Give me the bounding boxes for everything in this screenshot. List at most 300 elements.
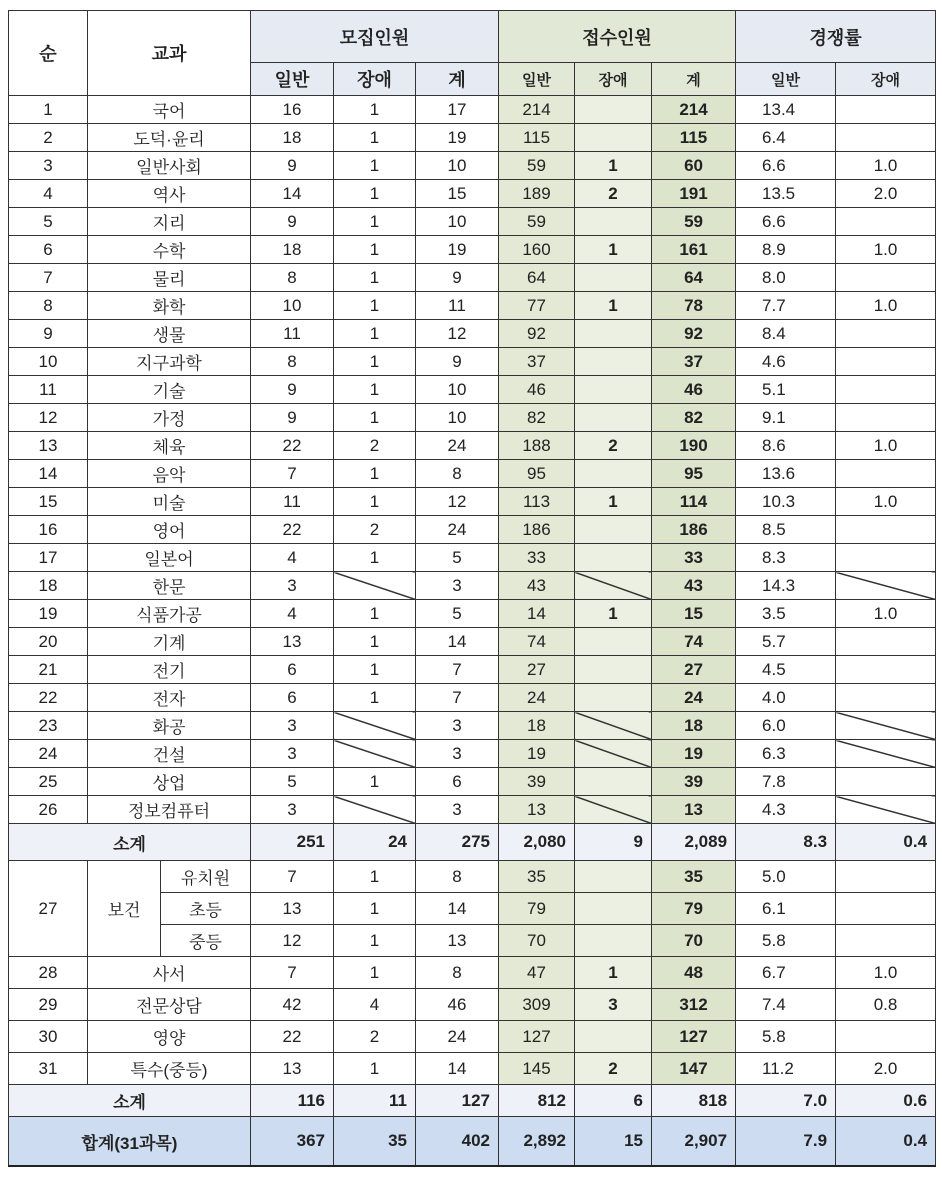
ratio-general-cell: 5.8	[736, 1021, 836, 1053]
applied-general-cell: 59	[499, 152, 575, 180]
header-recruit-general: 일반	[251, 63, 334, 96]
applied-general-cell: 24	[499, 684, 575, 712]
subject-name: 영양	[88, 1021, 251, 1053]
ratio-disabled-cell: 2.0	[836, 1053, 936, 1085]
applied-general-cell: 214	[499, 96, 575, 124]
subject-name: 물리	[88, 264, 251, 292]
applied-general-cell: 27	[499, 656, 575, 684]
ratio-disabled-cell	[836, 768, 936, 796]
recruit-total-cell: 5	[416, 544, 499, 572]
applied-general-cell: 14	[499, 600, 575, 628]
header-applied-total: 계	[652, 63, 736, 96]
header-ratio-disabled: 장애	[836, 63, 936, 96]
recruit-disabled-cell: 1	[334, 208, 416, 236]
ratio-general-cell: 4.3	[736, 796, 836, 824]
ratio-disabled-cell	[836, 96, 936, 124]
recruit-general-cell: 8	[251, 264, 334, 292]
recruit-total-cell: 10	[416, 404, 499, 432]
row-number: 21	[9, 656, 88, 684]
recruit-total-cell: 10	[416, 376, 499, 404]
recruit-disabled-cell: 1	[334, 957, 416, 989]
subject-name: 특수(중등)	[88, 1053, 251, 1085]
ratio-disabled-cell	[836, 628, 936, 656]
summary-value-cell: 0.4	[836, 824, 936, 861]
recruit-general-cell: 14	[251, 180, 334, 208]
row-number: 9	[9, 320, 88, 348]
applied-disabled-cell: 2	[575, 432, 652, 460]
applied-general-cell: 33	[499, 544, 575, 572]
summary-value-cell: 2,892	[499, 1117, 575, 1167]
summary-value-cell: 0.6	[836, 1085, 936, 1117]
recruit-total-cell: 9	[416, 348, 499, 376]
recruit-disabled-cell: 1	[334, 628, 416, 656]
subject-name: 전문상담	[88, 989, 251, 1021]
applied-total-cell: 191	[652, 180, 736, 208]
ratio-disabled-cell	[836, 544, 936, 572]
applied-general-cell: 59	[499, 208, 575, 236]
recruit-disabled-cell: 1	[334, 861, 416, 893]
ratio-general-cell: 6.6	[736, 152, 836, 180]
table-row	[9, 180, 936, 208]
recruit-general-cell: 18	[251, 236, 334, 264]
applied-disabled-cell: 1	[575, 957, 652, 989]
subject-name: 지리	[88, 208, 251, 236]
applied-general-cell: 74	[499, 628, 575, 656]
applied-total-cell: 312	[652, 989, 736, 1021]
ratio-disabled-cell: 1.0	[836, 600, 936, 628]
table-row	[9, 376, 936, 404]
ratio-disabled-cell	[836, 320, 936, 348]
ratio-disabled-cell	[836, 124, 936, 152]
ratio-general-cell: 13.4	[736, 96, 836, 124]
recruit-disabled-cell: 1	[334, 320, 416, 348]
subject-name: 정보컴퓨터	[88, 796, 251, 824]
ratio-disabled-cell	[836, 208, 936, 236]
summary-value-cell: 367	[251, 1117, 334, 1167]
header-no: 순	[9, 11, 88, 96]
recruit-disabled-cell: 2	[334, 432, 416, 460]
ratio-disabled-cell	[836, 861, 936, 893]
recruit-total-cell: 17	[416, 96, 499, 124]
summary-value-cell: 0.4	[836, 1117, 936, 1167]
recruit-general-cell: 3	[251, 796, 334, 824]
table-row	[9, 1021, 936, 1053]
summary-value-cell: 812	[499, 1085, 575, 1117]
row-number: 23	[9, 712, 88, 740]
applied-total-cell: 74	[652, 628, 736, 656]
applied-general-cell: 186	[499, 516, 575, 544]
summary-value-cell: 9	[575, 824, 652, 861]
row-number: 7	[9, 264, 88, 292]
recruit-general-cell: 3	[251, 740, 334, 768]
recruit-total-cell: 19	[416, 124, 499, 152]
ratio-general-cell: 6.3	[736, 740, 836, 768]
recruit-general-cell: 22	[251, 432, 334, 460]
recruit-disabled-cell: 1	[334, 925, 416, 957]
ratio-general-cell: 6.4	[736, 124, 836, 152]
table-row	[9, 96, 936, 124]
ratio-disabled-cell: 1.0	[836, 292, 936, 320]
applied-total-cell: 186	[652, 516, 736, 544]
subtotal-row	[9, 824, 936, 861]
recruit-disabled-cell: 1	[334, 544, 416, 572]
recruit-total-cell: 14	[416, 628, 499, 656]
recruit-total-cell: 9	[416, 264, 499, 292]
header-recruit-total: 계	[416, 63, 499, 96]
applied-general-cell: 70	[499, 925, 575, 957]
sub-subject-name: 중등	[161, 925, 251, 957]
recruit-general-cell: 42	[251, 989, 334, 1021]
recruit-total-cell: 10	[416, 208, 499, 236]
subject-name: 일본어	[88, 544, 251, 572]
ratio-disabled-cell: 1.0	[836, 152, 936, 180]
applied-general-cell: 19	[499, 740, 575, 768]
ratio-disabled-cell	[836, 376, 936, 404]
subject-name: 한문	[88, 572, 251, 600]
subject-name: 도덕·윤리	[88, 124, 251, 152]
row-number: 4	[9, 180, 88, 208]
subject-name: 건설	[88, 740, 251, 768]
applied-total-cell: 147	[652, 1053, 736, 1085]
applied-disabled-cell	[575, 572, 652, 600]
recruit-general-cell: 7	[251, 957, 334, 989]
applied-total-cell: 48	[652, 957, 736, 989]
recruit-total-cell: 5	[416, 600, 499, 628]
recruit-total-cell: 14	[416, 893, 499, 925]
recruit-disabled-cell: 1	[334, 236, 416, 264]
recruit-general-cell: 6	[251, 656, 334, 684]
applied-total-cell: 70	[652, 925, 736, 957]
table-row	[9, 124, 936, 152]
subject-name: 가정	[88, 404, 251, 432]
row-label: 소계	[9, 824, 251, 861]
applied-disabled-cell	[575, 893, 652, 925]
applied-total-cell: 39	[652, 768, 736, 796]
recruit-general-cell: 9	[251, 404, 334, 432]
applied-disabled-cell: 1	[575, 236, 652, 264]
table-row	[9, 796, 936, 824]
recruit-total-cell: 15	[416, 180, 499, 208]
ratio-general-cell: 10.3	[736, 488, 836, 516]
table-row	[9, 989, 936, 1021]
table-body	[9, 96, 936, 1167]
subject-name: 영어	[88, 516, 251, 544]
recruit-general-cell: 7	[251, 861, 334, 893]
header-ratio-general: 일반	[736, 63, 836, 96]
table-row	[9, 600, 936, 628]
recruit-disabled-cell: 1	[334, 460, 416, 488]
applied-disabled-cell	[575, 740, 652, 768]
recruit-disabled-cell: 1	[334, 348, 416, 376]
applied-general-cell: 145	[499, 1053, 575, 1085]
applied-disabled-cell	[575, 1021, 652, 1053]
recruit-general-cell: 8	[251, 348, 334, 376]
recruit-total-cell: 12	[416, 320, 499, 348]
recruit-total-cell: 7	[416, 684, 499, 712]
recruit-disabled-cell	[334, 740, 416, 768]
applied-general-cell: 46	[499, 376, 575, 404]
ratio-general-cell: 6.0	[736, 712, 836, 740]
applied-disabled-cell: 1	[575, 600, 652, 628]
row-number: 5	[9, 208, 88, 236]
applied-total-cell: 78	[652, 292, 736, 320]
summary-value-cell: 402	[416, 1117, 499, 1167]
ratio-general-cell: 4.0	[736, 684, 836, 712]
recruit-total-cell: 11	[416, 292, 499, 320]
subject-name: 상업	[88, 768, 251, 796]
applied-disabled-cell	[575, 460, 652, 488]
table-row	[9, 628, 936, 656]
recruit-general-cell: 5	[251, 768, 334, 796]
applied-disabled-cell	[575, 376, 652, 404]
summary-value-cell: 251	[251, 824, 334, 861]
ratio-general-cell: 5.0	[736, 861, 836, 893]
applied-general-cell: 77	[499, 292, 575, 320]
subject-name: 음악	[88, 460, 251, 488]
summary-value-cell: 2,089	[652, 824, 736, 861]
summary-value-cell: 818	[652, 1085, 736, 1117]
recruit-disabled-cell: 1	[334, 376, 416, 404]
table-row	[9, 712, 936, 740]
ratio-general-cell: 6.1	[736, 893, 836, 925]
applied-total-cell: 79	[652, 893, 736, 925]
recruit-disabled-cell: 2	[334, 516, 416, 544]
recruit-disabled-cell	[334, 712, 416, 740]
applied-total-cell: 214	[652, 96, 736, 124]
row-number: 10	[9, 348, 88, 376]
subject-name: 보건	[88, 861, 161, 957]
summary-value-cell: 2,080	[499, 824, 575, 861]
applied-total-cell: 13	[652, 796, 736, 824]
recruit-disabled-cell: 1	[334, 180, 416, 208]
subject-name: 수학	[88, 236, 251, 264]
subject-name: 화학	[88, 292, 251, 320]
applied-total-cell: 43	[652, 572, 736, 600]
applied-total-cell: 27	[652, 656, 736, 684]
recruit-general-cell: 7	[251, 460, 334, 488]
row-label: 합계(31과목)	[9, 1117, 251, 1167]
subject-name: 체육	[88, 432, 251, 460]
table-row	[9, 292, 936, 320]
applied-total-cell: 35	[652, 861, 736, 893]
recruit-total-cell: 8	[416, 861, 499, 893]
ratio-disabled-cell	[836, 516, 936, 544]
header-recruit: 모집인원	[251, 11, 499, 63]
summary-value-cell: 24	[334, 824, 416, 861]
subtotal-row	[9, 1085, 936, 1117]
subject-name: 생물	[88, 320, 251, 348]
recruit-total-cell: 24	[416, 516, 499, 544]
row-number: 24	[9, 740, 88, 768]
recruit-disabled-cell: 1	[334, 1053, 416, 1085]
ratio-disabled-cell: 1.0	[836, 957, 936, 989]
applied-total-cell: 82	[652, 404, 736, 432]
recruit-general-cell: 13	[251, 893, 334, 925]
sub-subject-name: 초등	[161, 893, 251, 925]
header-applied: 접수인원	[499, 11, 736, 63]
table-row	[9, 208, 936, 236]
row-number: 12	[9, 404, 88, 432]
applied-disabled-cell	[575, 516, 652, 544]
subject-name: 국어	[88, 96, 251, 124]
applied-disabled-cell	[575, 208, 652, 236]
applied-disabled-cell	[575, 320, 652, 348]
row-number: 26	[9, 796, 88, 824]
applied-general-cell: 79	[499, 893, 575, 925]
recruit-disabled-cell: 1	[334, 404, 416, 432]
applied-total-cell: 161	[652, 236, 736, 264]
table-row	[9, 572, 936, 600]
recruit-disabled-cell: 1	[334, 684, 416, 712]
recruit-general-cell: 18	[251, 124, 334, 152]
applied-general-cell: 35	[499, 861, 575, 893]
table-row	[9, 740, 936, 768]
ratio-disabled-cell	[836, 796, 936, 824]
applied-total-cell: 15	[652, 600, 736, 628]
applied-general-cell: 18	[499, 712, 575, 740]
recruit-disabled-cell: 1	[334, 124, 416, 152]
ratio-general-cell: 7.7	[736, 292, 836, 320]
row-number: 17	[9, 544, 88, 572]
applied-disabled-cell	[575, 124, 652, 152]
recruit-total-cell: 3	[416, 572, 499, 600]
ratio-general-cell: 8.6	[736, 432, 836, 460]
applied-disabled-cell	[575, 628, 652, 656]
applied-total-cell: 33	[652, 544, 736, 572]
recruit-general-cell: 13	[251, 1053, 334, 1085]
recruit-disabled-cell: 1	[334, 893, 416, 925]
recruit-total-cell: 10	[416, 152, 499, 180]
applied-total-cell: 46	[652, 376, 736, 404]
ratio-general-cell: 5.1	[736, 376, 836, 404]
table-row	[9, 264, 936, 292]
ratio-disabled-cell: 1.0	[836, 432, 936, 460]
recruit-general-cell: 13	[251, 628, 334, 656]
applied-total-cell: 59	[652, 208, 736, 236]
recruit-general-cell: 3	[251, 712, 334, 740]
applied-disabled-cell: 2	[575, 180, 652, 208]
recruit-general-cell: 9	[251, 208, 334, 236]
applied-general-cell: 127	[499, 1021, 575, 1053]
applied-total-cell: 190	[652, 432, 736, 460]
subject-name: 기술	[88, 376, 251, 404]
recruit-general-cell: 4	[251, 544, 334, 572]
summary-value-cell: 8.3	[736, 824, 836, 861]
header-subject: 교과	[88, 11, 251, 96]
table-row	[9, 516, 936, 544]
ratio-general-cell: 4.6	[736, 348, 836, 376]
applied-general-cell: 47	[499, 957, 575, 989]
recruit-total-cell: 24	[416, 1021, 499, 1053]
applied-disabled-cell	[575, 861, 652, 893]
applied-disabled-cell	[575, 96, 652, 124]
recruit-general-cell: 3	[251, 572, 334, 600]
header-recruit-disabled: 장애	[334, 63, 416, 96]
recruit-total-cell: 24	[416, 432, 499, 460]
recruit-disabled-cell: 1	[334, 656, 416, 684]
row-number: 11	[9, 376, 88, 404]
recruit-general-cell: 11	[251, 488, 334, 516]
header-ratio: 경쟁률	[736, 11, 936, 63]
recruit-total-cell: 6	[416, 768, 499, 796]
summary-value-cell: 6	[575, 1085, 652, 1117]
ratio-disabled-cell: 1.0	[836, 236, 936, 264]
recruit-general-cell: 4	[251, 600, 334, 628]
table-row	[9, 348, 936, 376]
applied-general-cell: 39	[499, 768, 575, 796]
ratio-general-cell: 11.2	[736, 1053, 836, 1085]
applied-total-cell: 64	[652, 264, 736, 292]
applied-total-cell: 115	[652, 124, 736, 152]
applied-general-cell: 115	[499, 124, 575, 152]
subject-name: 역사	[88, 180, 251, 208]
recruit-total-cell: 12	[416, 488, 499, 516]
table-row	[9, 404, 936, 432]
applied-disabled-cell: 2	[575, 1053, 652, 1085]
ratio-disabled-cell	[836, 264, 936, 292]
row-number: 25	[9, 768, 88, 796]
recruit-disabled-cell: 1	[334, 488, 416, 516]
table-row	[9, 152, 936, 180]
ratio-disabled-cell	[836, 572, 936, 600]
row-number: 14	[9, 460, 88, 488]
summary-value-cell: 127	[416, 1085, 499, 1117]
table-row	[9, 1053, 936, 1085]
table-row	[9, 460, 936, 488]
recruit-total-cell: 3	[416, 796, 499, 824]
row-number: 2	[9, 124, 88, 152]
row-number: 15	[9, 488, 88, 516]
applied-total-cell: 24	[652, 684, 736, 712]
recruit-disabled-cell: 1	[334, 600, 416, 628]
ratio-general-cell: 5.7	[736, 628, 836, 656]
recruit-general-cell: 9	[251, 376, 334, 404]
applied-general-cell: 309	[499, 989, 575, 1021]
ratio-general-cell: 3.5	[736, 600, 836, 628]
recruit-total-cell: 13	[416, 925, 499, 957]
applied-total-cell: 95	[652, 460, 736, 488]
row-number: 22	[9, 684, 88, 712]
ratio-disabled-cell	[836, 893, 936, 925]
applied-general-cell: 37	[499, 348, 575, 376]
summary-value-cell: 275	[416, 824, 499, 861]
recruit-total-cell: 3	[416, 712, 499, 740]
ratio-general-cell: 4.5	[736, 656, 836, 684]
table-row	[9, 432, 936, 460]
table-row	[9, 861, 936, 893]
subject-name: 화공	[88, 712, 251, 740]
table-row	[9, 684, 936, 712]
row-label: 소계	[9, 1085, 251, 1117]
applied-disabled-cell	[575, 656, 652, 684]
applied-total-cell: 114	[652, 488, 736, 516]
ratio-general-cell: 8.0	[736, 264, 836, 292]
table-row	[9, 236, 936, 264]
table-row	[9, 656, 936, 684]
applied-disabled-cell	[575, 544, 652, 572]
applied-general-cell: 189	[499, 180, 575, 208]
ratio-general-cell: 8.9	[736, 236, 836, 264]
row-number: 8	[9, 292, 88, 320]
applied-general-cell: 64	[499, 264, 575, 292]
ratio-disabled-cell	[836, 348, 936, 376]
applied-general-cell: 160	[499, 236, 575, 264]
applied-disabled-cell: 1	[575, 292, 652, 320]
ratio-disabled-cell	[836, 404, 936, 432]
recruit-disabled-cell: 1	[334, 152, 416, 180]
table-row	[9, 768, 936, 796]
applied-total-cell: 92	[652, 320, 736, 348]
